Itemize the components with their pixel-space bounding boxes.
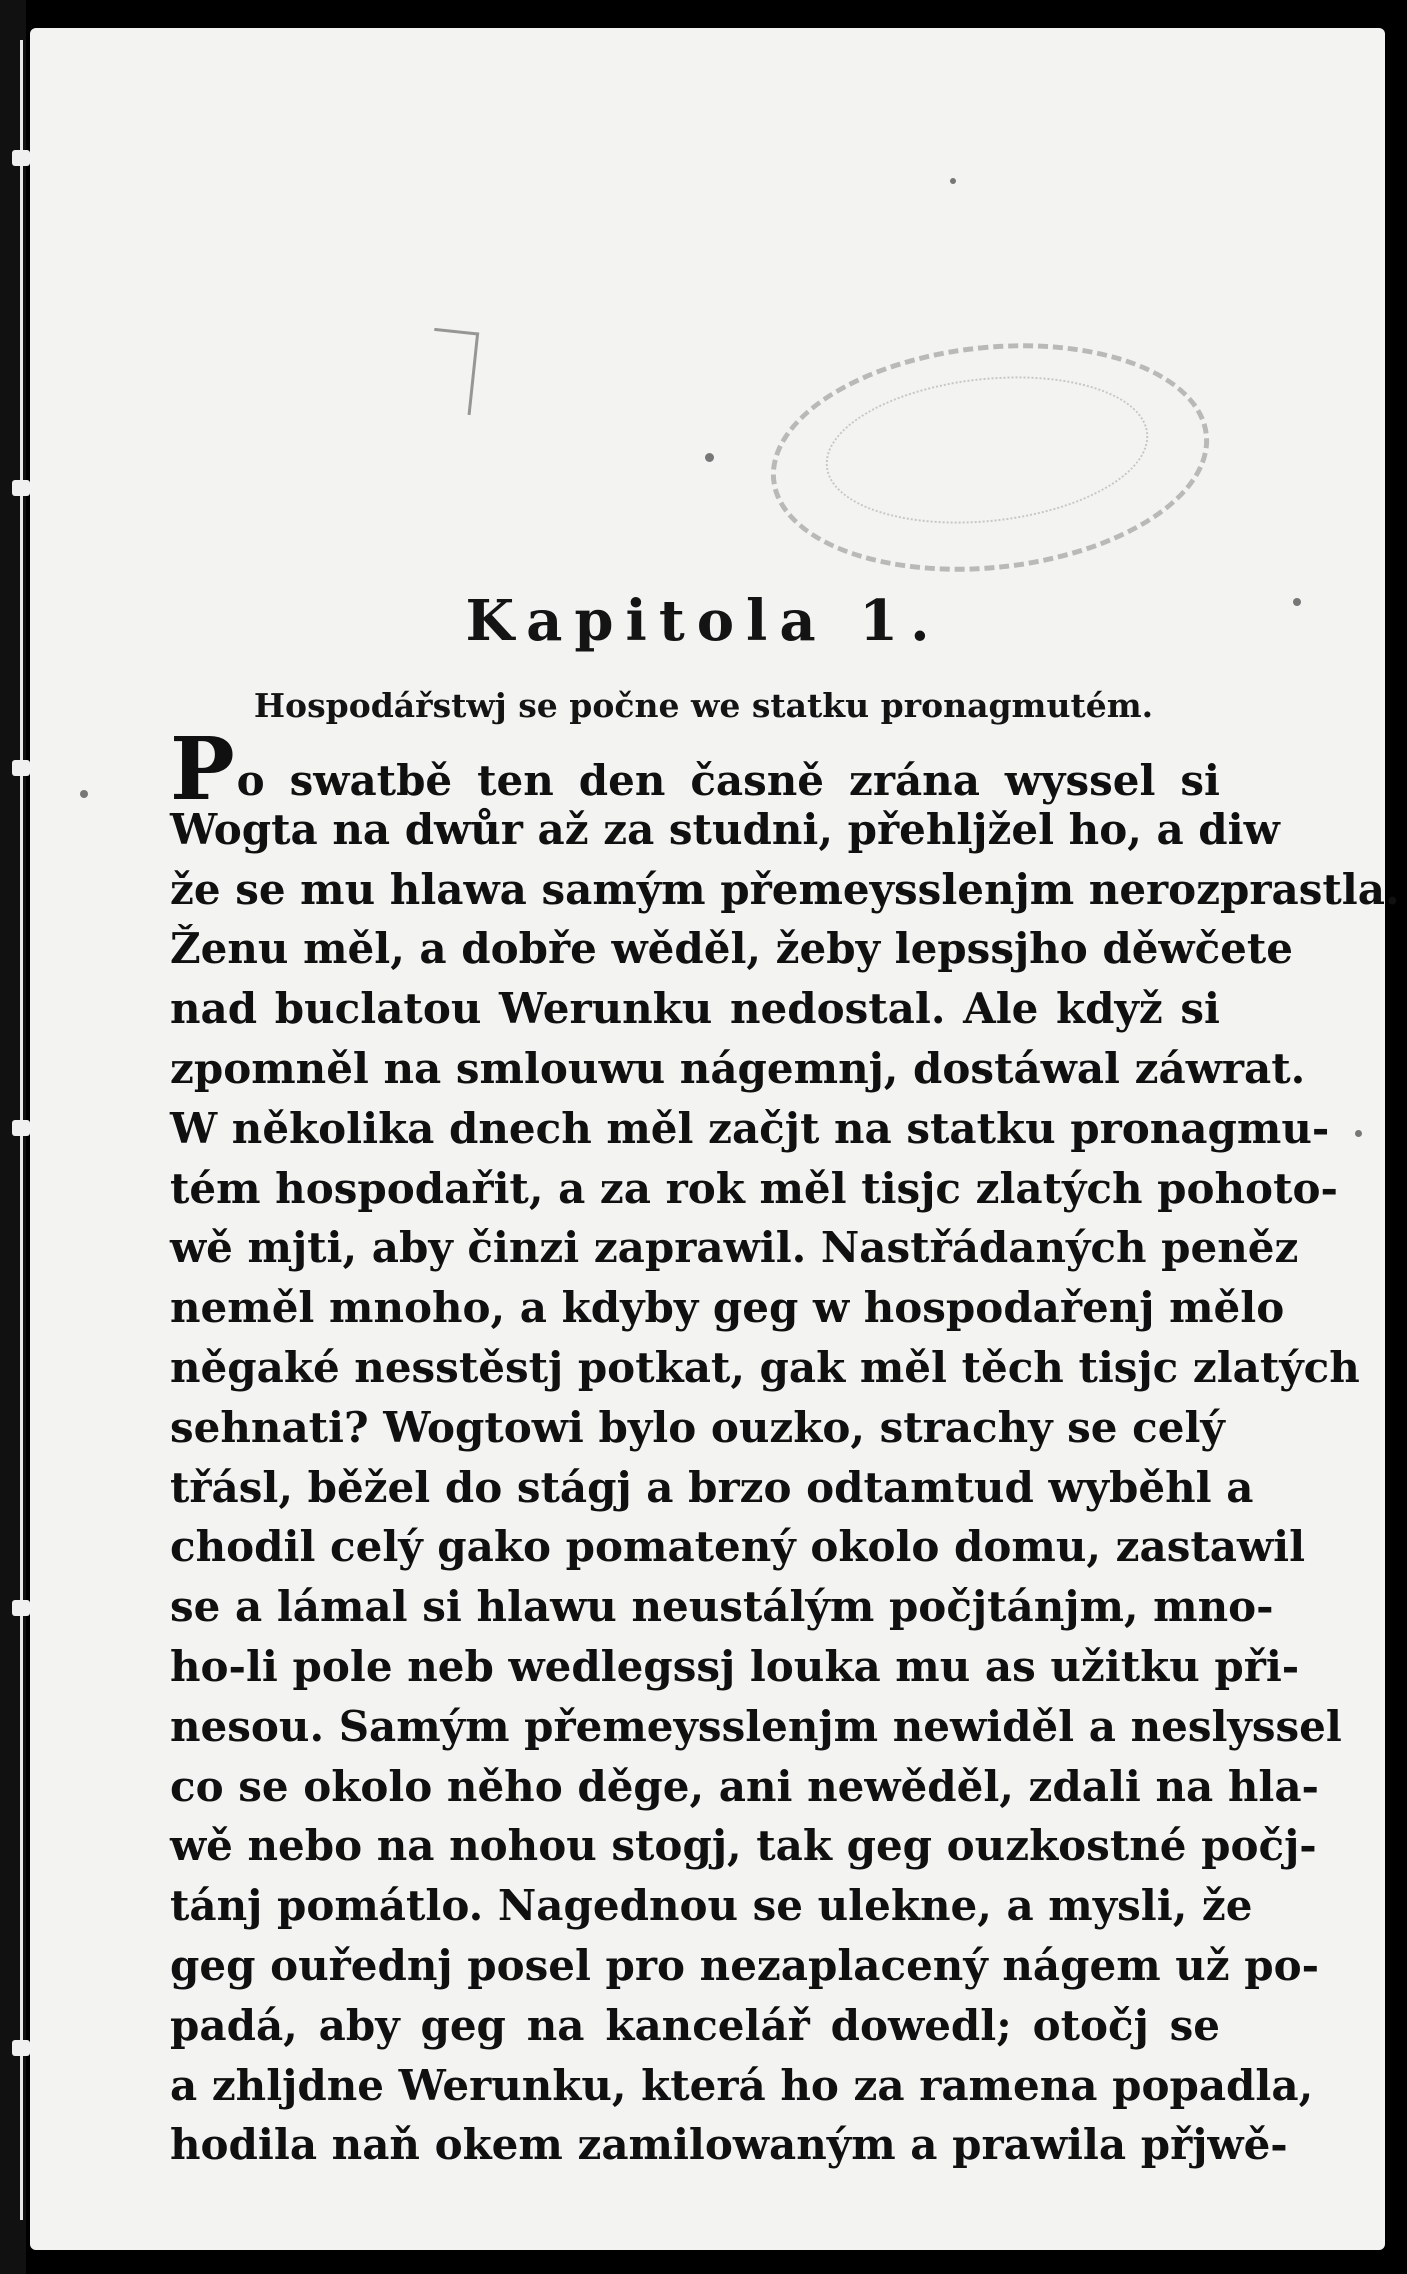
text-line: třásl, běžel do stágj a brzo odtamtud wyběhl a	[170, 1462, 1254, 1512]
ink-speck	[705, 453, 714, 462]
text-line: tánj pomátlo. Nagednou se ulekne, a mysli, že	[170, 1881, 1253, 1931]
text-line: Wogta na dwůr až za studni, přehljžel ho, a diw	[170, 804, 1280, 854]
ink-speck	[950, 178, 956, 184]
text-line	[170, 719, 1220, 820]
binding-tick	[12, 150, 30, 166]
text-line: chodil celý gako pomatený okolo domu, zastawil	[170, 1522, 1306, 1572]
text-line: hodila naň okem zamilowaným a prawila přjwě-	[170, 2120, 1288, 2170]
text-line: nesou. Samým přemeysslenjm newiděl a neslyssel	[170, 1701, 1342, 1751]
binding-tick	[12, 480, 30, 496]
text-line: něgaké nesstěstj potkat, gak měl těch tisjc zlatých	[170, 1342, 1360, 1392]
text-line: zpomněl na smlouwu nágemnj, dostáwal záwrat.	[170, 1043, 1306, 1093]
text-line: sehnati? Wogtowi bylo ouzko, strachy se celý	[170, 1402, 1225, 1452]
text-line: tém hospodařit, a za rok měl tisjc zlatých pohoto-	[170, 1163, 1338, 1213]
ink-speck	[80, 790, 88, 798]
text-line: W několika dnech měl začjt na statku pronagmu-	[170, 1103, 1330, 1153]
text-line: geg ouřednj posel pro nezaplacený nágem už po-	[170, 1940, 1320, 1990]
binding-tick	[12, 1120, 30, 1136]
text-line: co se okolo něho děge, ani newěděl, zdali na hla-	[170, 1761, 1319, 1811]
text-line: Ženu měl, a dobře wěděl, žeby lepssjho děwčete	[170, 924, 1293, 974]
text-line: se a lámal si hlawu neustálým počjtánjm, mno-	[170, 1582, 1274, 1632]
binding-tick	[12, 2040, 30, 2056]
dropcap-initial: P	[170, 719, 235, 820]
text-line-rest: o swatbě ten den časně zrána wyssel si	[236, 756, 1220, 805]
text-line: nad buclatou Werunku nedostal. Ale když si	[170, 984, 1220, 1034]
text-line: wě mjti, aby činzi zaprawil. Nastřádaných peněz	[170, 1223, 1299, 1273]
text-line: wě nebo na nohou stogj, tak geg ouzkostné počj-	[170, 1821, 1317, 1871]
text-line: že se mu hlawa samým přemeysslenjm nerozprastla.	[170, 864, 1400, 914]
pencil-mark	[426, 328, 479, 415]
chapter-heading: Kapitola 1.	[465, 588, 942, 654]
text-line: padá, aby geg na kancelář dowedl; otočj se	[170, 2000, 1220, 2050]
binding-tick	[12, 1600, 30, 1616]
chapter-subtitle: Hospodářstwj se počne we statku pronagmutém.	[253, 686, 1154, 725]
body-text	[170, 719, 1400, 2175]
text-line: neměl mnoho, a kdyby geg w hospodařenj mělo	[170, 1283, 1285, 1333]
binding-tick	[12, 760, 30, 776]
text-line: a zhljdne Werunku, která ho za ramena popadla,	[170, 2060, 1314, 2110]
ink-speck	[1355, 1130, 1362, 1137]
text-line: ho-li pole neb wedlegssj louka mu as užitku při-	[170, 1641, 1300, 1691]
